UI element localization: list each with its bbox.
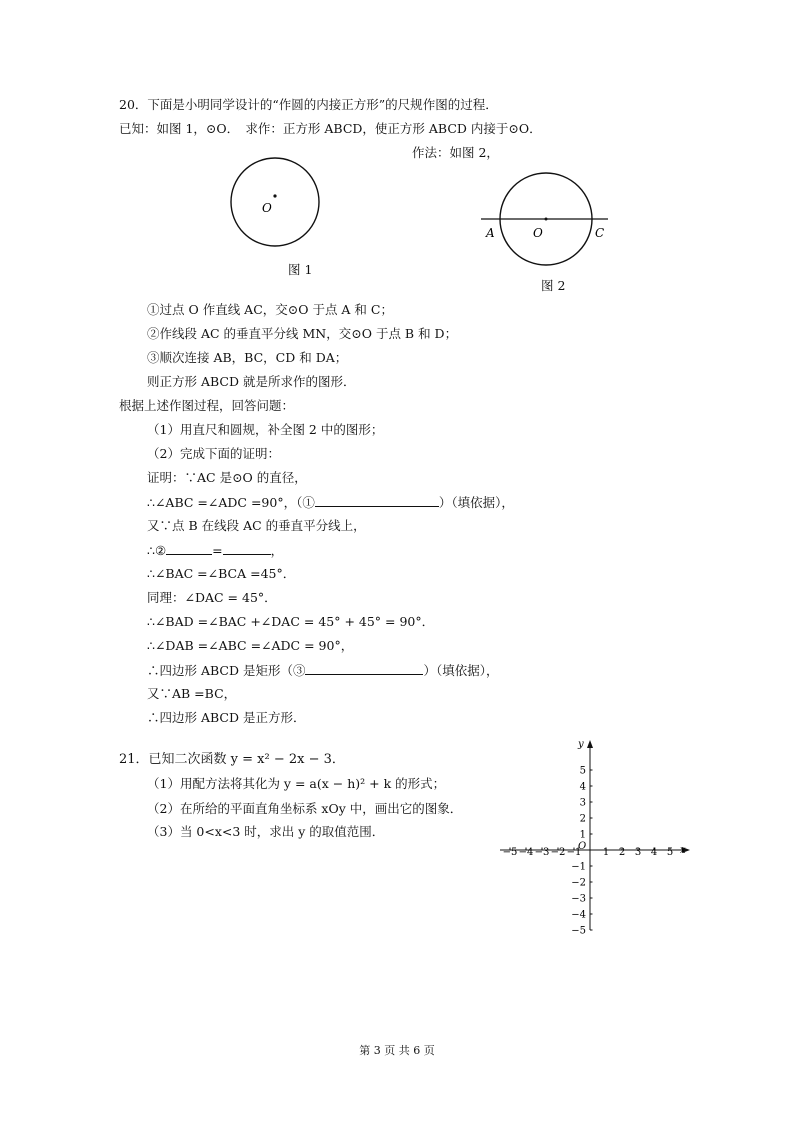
proof-line-2-start: ∴∠ABC =∠ADC =90°，（① <box>147 495 315 510</box>
x-tick-label: −3 <box>534 847 550 858</box>
q21-title: 21．已知二次函数 y = x² − 2x − 3． <box>119 752 345 767</box>
q21-sub3: （3）当 0<x<3 时，求出 y 的取值范围． <box>147 824 385 839</box>
blank-reason-1[interactable] <box>315 494 439 507</box>
y-tick-label: −3 <box>571 893 586 905</box>
coordinate-axes <box>490 735 700 935</box>
figure-1 <box>225 155 330 255</box>
proof-line-4-start: ∴② <box>147 543 167 558</box>
proof-line-10: 又∵AB =BC， <box>147 686 237 701</box>
x-tick-label: 1 <box>602 847 610 858</box>
proof-line-4-end: ， <box>270 543 284 558</box>
fig1-center-label: O <box>262 201 272 215</box>
page-footer: 第 3 页 共 6 页 <box>359 1044 435 1057</box>
blank-segment-left[interactable] <box>166 542 212 555</box>
q20-intro: 根据上述作图过程，回答问题： <box>119 398 295 413</box>
q20-sub2: （2）完成下面的证明： <box>147 446 280 461</box>
q20-method-label: 作法：如图 2， <box>412 145 499 160</box>
q20-conclusion: 则正方形 ABCD 就是所求作的图形． <box>147 374 356 389</box>
proof-line-6: 同理：∠DAC = 45°． <box>147 590 277 605</box>
fig1-caption: 图 1 <box>288 262 313 277</box>
y-tick-label: −4 <box>571 909 586 921</box>
y-axis-arrow <box>587 740 593 748</box>
q20-title: 20．下面是小明同学设计的“作圆的内接正方形”的尺规作图的过程． <box>119 97 498 112</box>
y-tick-label: 2 <box>579 813 586 825</box>
proof-line-1: 证明：∵AC 是⊙O 的直径， <box>147 470 307 485</box>
q21-sub1: （1）用配方法将其化为 y = a(x − h)² + k 的形式； <box>147 776 446 791</box>
blank-segment-right[interactable] <box>223 542 271 555</box>
y-tick-label: 4 <box>579 781 586 793</box>
proof-line-2 <box>147 494 514 511</box>
y-tick-label: 3 <box>579 797 586 809</box>
fig2-label-c: C <box>595 226 605 240</box>
origin-label: O <box>578 841 587 852</box>
fig1-circle <box>231 158 319 246</box>
q21-sub2: （2）在所给的平面直角坐标系 xOy 中，画出它的图象． <box>147 801 463 816</box>
x-tick-label: 5 <box>666 847 674 858</box>
blank-reason-3[interactable] <box>305 662 423 675</box>
proof-line-11: ∴四边形 ABCD 是正方形． <box>147 710 306 725</box>
proof-line-5: ∴∠BAC =∠BCA =45°． <box>147 566 296 581</box>
fig2-caption: 图 2 <box>541 278 566 293</box>
y-tick-label: 5 <box>579 765 586 777</box>
proof-line-9-start: ∴四边形 ABCD 是矩形（③ <box>147 663 306 678</box>
proof-line-4 <box>147 542 283 559</box>
x-tick-label: 3 <box>634 847 642 858</box>
fig2-label-o: O <box>533 226 543 240</box>
fig2-center-dot <box>545 218 548 221</box>
x-tick-label: −5 <box>502 847 518 858</box>
y-tick-label: 1 <box>579 829 586 841</box>
proof-line-2-end: ）（填依据）， <box>438 495 514 510</box>
x-tick-label: −1 <box>566 847 582 858</box>
q20-sub1: （1）用直尺和圆规，补全图 2 中的图形； <box>147 422 384 437</box>
q20-step-2: ②作线段 AC 的垂直平分线 MN，交⊙O 于点 B 和 D； <box>147 326 458 341</box>
x-tick-label: 4 <box>650 847 658 858</box>
figure-2 <box>478 170 613 270</box>
proof-line-3: 又∵点 B 在线段 AC 的垂直平分线上， <box>147 518 366 533</box>
y-axis-label: y <box>578 739 584 750</box>
y-tick-label: −1 <box>571 861 586 873</box>
proof-line-9 <box>147 662 499 679</box>
x-tick-label: 2 <box>618 847 626 858</box>
proof-line-9-end: ）（填依据）， <box>423 663 499 678</box>
proof-line-4-equals: = <box>212 543 223 558</box>
q20-step-3: ③顺次连接 AB，BC，CD 和 DA； <box>147 350 348 365</box>
x-axis-label: x <box>680 845 686 856</box>
fig1-center-dot <box>273 194 276 197</box>
y-tick-label: −5 <box>571 925 586 935</box>
y-tick-label: −2 <box>571 877 586 889</box>
fig2-label-a: A <box>486 226 495 240</box>
q20-known: 已知：如图 1，⊙O． 求作：正方形 ABCD，使正方形 ABCD 内接于⊙O． <box>119 121 542 136</box>
x-tick-label: −4 <box>518 847 534 858</box>
proof-line-8: ∴∠DAB =∠ABC =∠ADC = 90°， <box>147 638 354 653</box>
x-tick-label: −2 <box>550 847 566 858</box>
q20-step-1: ①过点 O 作直线 AC，交⊙O 于点 A 和 C； <box>147 302 393 317</box>
proof-line-7: ∴∠BAD =∠BAC +∠DAC = 45° + 45° = 90°． <box>147 614 435 629</box>
